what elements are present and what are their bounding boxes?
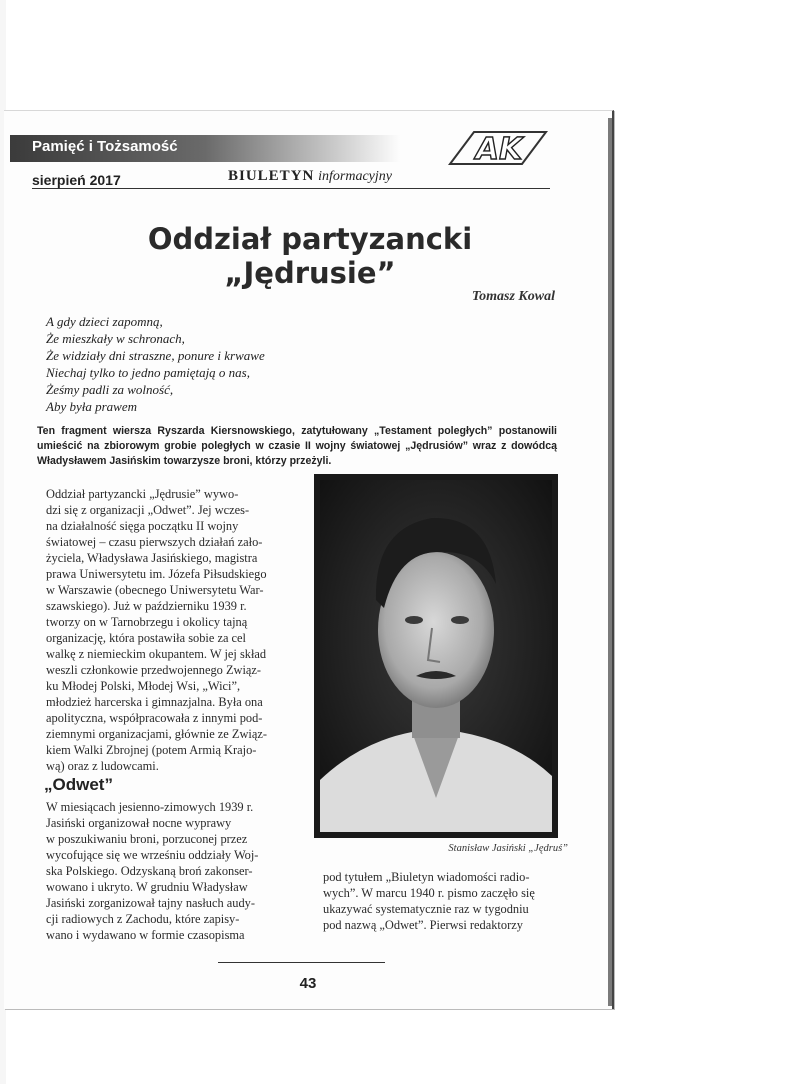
body-line: pod tytułem „Biuletyn wiadomości radio-: [323, 870, 530, 884]
body-line: W miesiącach jesienno-zimowych 1939 r.: [46, 800, 254, 814]
body-line: Oddział partyzancki „Jędrusie” wywo-: [46, 487, 239, 501]
body-line: w poszukiwaniu broni, porzuconej przez: [46, 832, 248, 846]
body-line: młodzież harcerska i gimnazjalna. Była ona: [46, 695, 263, 709]
header-divider: [32, 188, 550, 189]
body-line: światowej – czasu pierwszych działań zało-: [46, 535, 263, 549]
body-line: wą) oraz z ludowcami.: [46, 759, 159, 773]
photo-caption: Stanisław Jasiński „Jędruś”: [448, 843, 568, 854]
ak-logo: [442, 130, 554, 166]
body-column-1: [46, 486, 298, 774]
body-line: na działalność sięga początku II wojny: [46, 519, 239, 533]
body-line: szawskiego). Już w październiku 1939 r.: [46, 599, 247, 613]
ak-logo-text: AK: [475, 132, 523, 166]
article-author: Tomasz Kowal: [471, 289, 555, 304]
poem-line: A gdy dzieci zapomną,: [46, 314, 163, 329]
body-line: wych”. W marcu 1940 r. pismo zaczęło się: [323, 886, 535, 900]
poem-line: Że widziały dni straszne, ponure i krwawe: [46, 348, 265, 363]
body-line: tworzy on w Tarnobrzegu i okolicy tajną: [46, 615, 248, 629]
body-line: dzi się z organizacji „Odwet”. Jej wczes-: [46, 503, 250, 517]
body-line: apolityczna, współpracowała z innymi pod-: [46, 711, 263, 725]
body-line: prawa Uniwersytetu im. Józefa Piłsudskiego: [46, 567, 267, 581]
body-line: w Warszawie (obecnego Uniwersytetu War-: [46, 583, 264, 597]
issue-date: sierpień 2017: [32, 172, 121, 188]
page-edge-shadow: [608, 118, 612, 1006]
article-title: [30, 222, 590, 290]
body-line: organizację, która postawiła sobie za cel: [46, 631, 246, 645]
body-line: wowano i ukryto. W grudniu Władysław: [46, 880, 248, 894]
body-column-3: [323, 869, 567, 933]
footer-divider: [218, 962, 385, 963]
poem-line: Aby była prawem: [46, 399, 137, 414]
body-line: ku Młodej Polski, Młodej Wsi, „Wici”,: [46, 679, 241, 693]
portrait-photo: [320, 480, 552, 832]
article-lead: Ten fragment wiersza Ryszarda Kiersnowskiego, zatytułowany „Testament poległych” postanowili umieścić na zbiorowym grobie poległych w czasie II wojny światowej „Jędrusiów” wraz z dowódcą Władysławem Jasińskim towarzysze broni, którzy przeżyli.: [37, 425, 557, 467]
body-line: Jasiński organizował nocne wyprawy: [46, 816, 232, 830]
poem-line: Że mieszkały w schronach,: [46, 331, 185, 346]
subheading-odwet: „Odwet”: [44, 775, 113, 794]
body-line: wano i wydawano w formie czasopisma: [46, 928, 245, 942]
body-line: wycofujące się we wrześniu oddziały Woj-: [46, 848, 259, 862]
body-line: pod nazwą „Odwet”. Pierwsi redaktorzy: [323, 918, 523, 932]
bulletin-masthead: [228, 168, 392, 185]
body-line: kiem Walki Zbrojnej (potem Armią Krajo-: [46, 743, 257, 757]
article-title-line: Oddział partyzancki: [147, 222, 473, 256]
poem-line: Żeśmy padli za wolność,: [46, 382, 174, 397]
body-line: cji radiowych z Zachodu, które zapisy-: [46, 912, 240, 926]
section-title: Pamięć i Tożsamość: [32, 138, 178, 155]
body-line: ukazywać systematycznie raz w tygodniu: [323, 902, 529, 916]
body-line: ska Polskiego. Odzyskaną broń zakonser-: [46, 864, 253, 878]
body-line: ziemnymi organizacjami, głównie ze Związ-: [46, 727, 267, 741]
body-column-2: [46, 799, 298, 943]
bulletin-name: BIULETYN: [228, 168, 315, 184]
article-title-line: „Jędrusie”: [224, 256, 396, 290]
body-line: życiela, Władysława Jasińskiego, magistra: [46, 551, 258, 565]
body-line: walkę z niemieckim okupantem. W jej skład: [46, 647, 267, 661]
poem-epigraph: [46, 313, 265, 415]
body-line: weszli członkowie przedwojennego Związ-: [46, 663, 262, 677]
bulletin-subtitle: informacyjny: [318, 169, 392, 184]
poem-line: Niechaj tylko to jedno pamiętają o nas,: [46, 365, 250, 380]
body-line: Jasiński zorganizował tajny nasłuch audy-: [46, 896, 255, 910]
page-number: 43: [299, 975, 317, 992]
